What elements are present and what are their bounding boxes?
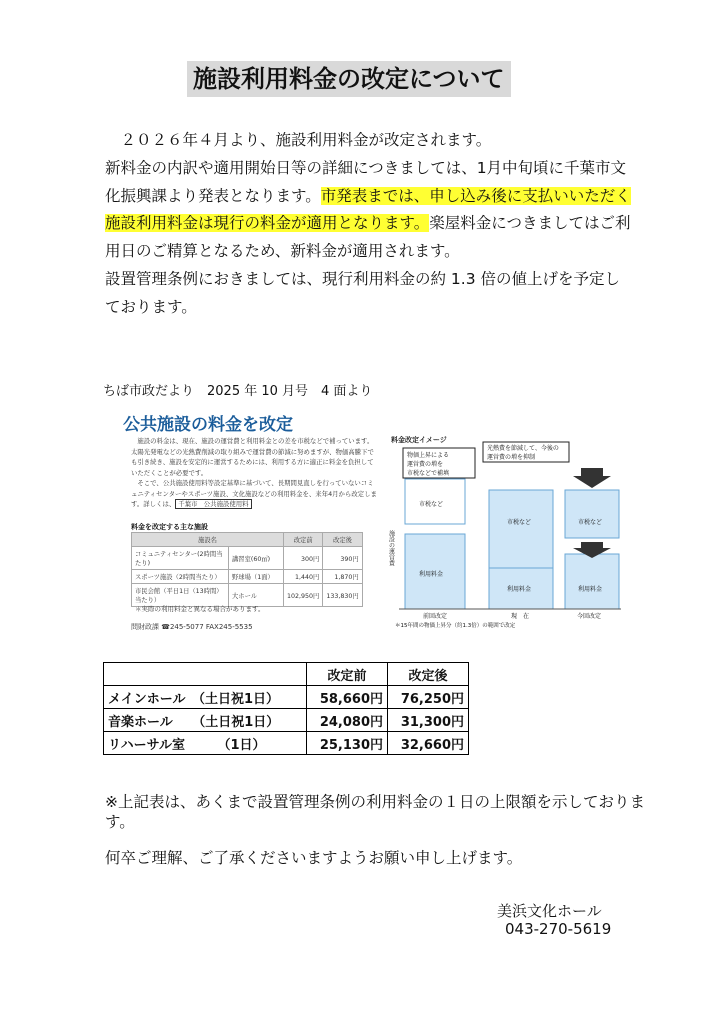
clip-th-before: 改定前	[284, 533, 323, 547]
table-row	[104, 732, 469, 755]
clip-cell: コミュニティセンター(2時間当たり)	[132, 547, 229, 570]
clip-th-after: 改定後	[323, 533, 362, 547]
price-table	[103, 662, 469, 755]
price-before: 58,660円	[307, 686, 388, 709]
intro-line1: ２０２６年４月より、施設利用料金が改定されます。	[120, 131, 492, 149]
col-new: 今回改定	[577, 613, 602, 620]
facility-name: リハーサル室 （1日）	[104, 732, 307, 755]
fee-revision-diagram	[387, 434, 623, 630]
price-before: 25,130円	[307, 732, 388, 755]
clip-cell: 講習室(60㎡)	[229, 547, 284, 570]
newspaper-clipping	[103, 406, 633, 636]
clip-cell: 市民会館（平日1日（13時間）当たり）	[132, 584, 229, 607]
price-before: 24,080円	[307, 709, 388, 732]
upper-limit-note: ※上記表は、あくまで設置管理条例の利用料金の１日の上限額を示しております。	[105, 793, 645, 831]
clip-cell: 133,830円	[323, 584, 362, 607]
diagram-y-label: 施設の運営費	[387, 530, 395, 566]
col-previous: 前回改定	[423, 613, 448, 620]
callout-2-line1: 光熱費を節減して、今後の	[487, 445, 559, 452]
table-row	[104, 709, 469, 732]
clipping-table	[131, 532, 363, 607]
price-header-empty	[104, 663, 307, 686]
clipping-body: 施設の料金は、現在、施設の運営費と利用料金との差を市税などで補っています。太陽光発電などの光熱費削減の取り組みで運営費の節減に努めますが、物価高騰下でも引き続き、施設を安定的に運営するためには、利用する方に適正に料金を負担していただくことが必要です。 そこで、公共施設使用料等設定基準に基づいて、長期間見直しを行っていないコミュニティセンターやスポーツ施設、文化施設などの利用料金を、来年4月から改定します。詳しくは、 千葉市 公共施設使用料	[131, 437, 377, 508]
price-header-before: 改定前	[307, 663, 388, 686]
clip-cell: 野球場（1面）	[229, 570, 284, 584]
signature	[497, 902, 611, 938]
intro-paragraph: 新料金の内訳や適用開始日等の詳細につきましては、1月中旬頃に千葉市文化振興課より発表となります。市発表までは、申し込み後に支払いいただく施設利用料金は現行の料金が適用となります。楽屋料金につきましてはご利用日のご精算となるため、新料金が適用されます。	[105, 158, 631, 261]
table-row	[104, 686, 469, 709]
clipping-table-title: 料金を改定する主な施設	[131, 523, 208, 531]
diagram-title: 料金改定イメージ	[391, 436, 447, 444]
clip-cell: 300円	[284, 547, 323, 570]
price-after: 32,660円	[388, 732, 469, 755]
price-after: 76,250円	[388, 686, 469, 709]
clip-cell: スポーツ施設（2時間当たり）	[132, 570, 229, 584]
facility-name: 音楽ホール （土日祝1日）	[104, 709, 307, 732]
col-current: 現 在	[511, 613, 530, 620]
fee-block-new	[565, 554, 619, 609]
facility-name: メインホール （土日祝1日）	[104, 686, 307, 709]
clipping-caption: ちば市政だより 2025 年 10 月号 4 面より	[103, 384, 373, 399]
fee-label-new: 利用料金	[578, 586, 603, 593]
callout-1-line2: 運営費の増を	[407, 461, 444, 468]
clipping-contact: 問財政課 ☎245-5077 FAX245-5535	[131, 623, 253, 631]
search-box: 千葉市 公共施設使用料	[175, 499, 251, 509]
clip-th-facility: 施設名	[132, 533, 284, 547]
price-header-after: 改定後	[388, 663, 469, 686]
hall-phone: 043-270-5619	[505, 920, 612, 938]
callout-2-line2: 運営費の増を抑制	[487, 454, 536, 461]
tax-label-current: 市税など	[507, 519, 532, 526]
diagram-footnote: ＊15年間の物価上昇分（約1.3倍）の範囲で改定	[395, 623, 516, 629]
highlighted-notice: 市発表までは、申し込み後に支払いいただく施設利用料金は現行の料金が適用となります。	[105, 186, 631, 233]
clip-cell: 390円	[323, 547, 362, 570]
tax-block-current	[489, 490, 553, 568]
tax-label-new: 市税など	[578, 519, 603, 526]
intro-text	[105, 127, 635, 322]
price-after: 31,300円	[388, 709, 469, 732]
hall-name: 美浜文化ホール	[497, 902, 602, 920]
fee-label-current: 利用料金	[507, 586, 532, 593]
page-title: 施設利用料金の改定について	[187, 61, 511, 97]
tax-block-new	[565, 490, 619, 538]
clip-cell: 1,440円	[284, 570, 323, 584]
tax-label-previous: 市税など	[419, 501, 444, 508]
callout-1-line1: 物価上昇による	[407, 452, 450, 459]
clip-cell: 1,870円	[323, 570, 362, 584]
clip-cell: 大ホール	[229, 584, 284, 607]
clip-cell: 102,950円	[284, 584, 323, 607]
closing-request: 何卒ご理解、ご了承くださいますようお願い申し上げます。	[105, 849, 523, 867]
clipping-heading: 公共施設の料金を改定	[123, 415, 293, 435]
intro-increase: 設置管理条例におきましては、現行利用料金の約 1.3 倍の値上げを予定しております。	[105, 269, 621, 316]
down-arrow-icon	[573, 468, 611, 488]
callout-1-line3: 市税などで補填	[407, 470, 450, 477]
fee-label-previous: 利用料金	[419, 571, 444, 578]
clipping-note: ＊実際の利用料金と異なる場合があります。	[135, 605, 265, 613]
callout-1	[407, 451, 451, 477]
